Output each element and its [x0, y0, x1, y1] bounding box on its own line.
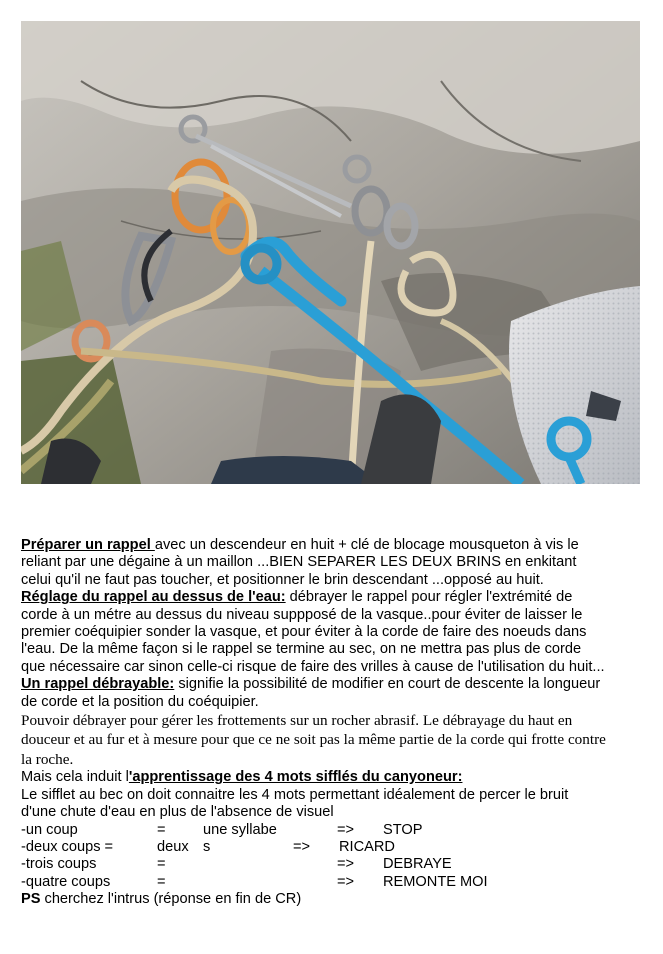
text-line: l'eau. De la même façon si le rappel se termine au sec, on ne mettra pas plus de corde [21, 641, 582, 658]
text-line: Le sifflet au bec on doit connaitre les 4 mots permettant idéalement de percer le bruit [21, 786, 569, 803]
article-body [21, 537, 646, 908]
signal-arrow: => [293, 838, 311, 855]
section-prepare-rappel [21, 537, 646, 554]
signal-equals: deux [157, 838, 189, 855]
text-line: débrayer le rappel pour régler l'extrémité de [285, 589, 573, 606]
section-mots-siffles [21, 769, 646, 786]
text-line: la roche. [21, 750, 74, 768]
ps-text: cherchez l'intrus (réponse en fin de CR) [40, 891, 302, 908]
text-line: premier coéquipier sonder la vasque, et pour éviter à la corde de faire des noeuds dans [21, 624, 587, 641]
section-debrayable [21, 676, 646, 693]
heading-reglage: Réglage du rappel au dessus de l'eau: [21, 589, 286, 606]
signal-word: DEBRAYE [383, 856, 452, 873]
text-line: de corde et la position du coéquipier. [21, 693, 259, 710]
signal-equals: = [157, 821, 166, 838]
signal-detail: une syllabe [203, 821, 277, 838]
photo-illustration [21, 21, 640, 484]
heading-debrayable: Un rappel débrayable: [21, 676, 175, 693]
text-line: d'une chute d'eau en plus de l'absence de visuel [21, 804, 334, 821]
text-line: que nécessaire car sinon celle-ci risque de faire des vrilles à cause de l'utilisation du huit... [21, 658, 605, 675]
signal-row [21, 856, 646, 873]
text-line: signifie la possibilité de modifier en court de descente la longueur [174, 676, 601, 693]
signal-count: -trois coups [21, 856, 97, 873]
heading-prepare-rappel: Préparer un rappel [21, 537, 155, 553]
text-line: reliant par une dégaine à un maillon ...BIEN SEPARER LES DEUX BRINS en enkitant [21, 554, 577, 571]
signal-equals: = [157, 873, 166, 890]
signal-arrow: => [337, 856, 355, 873]
signal-detail: s [203, 838, 211, 855]
signal-equals: = [157, 856, 166, 873]
text-line: avec un descendeur en huit + clé de blocage mousqueton à vis le [154, 537, 579, 553]
text-line: corde à un métre au dessus du niveau suppposé de la vasque..pour éviter de laisser le [21, 606, 583, 623]
text-line: celui qu'il ne faut pas toucher, et positionner le brin descendant ...opposé au huit. [21, 571, 544, 588]
ps-label: PS [21, 891, 41, 908]
signal-row [21, 874, 646, 891]
signal-word: RICARD [339, 838, 395, 855]
text-line: Pouvoir débrayer pour gérer les frottements sur un rocher abrasif. Le débrayage du haut en [21, 712, 573, 730]
signal-word: REMONTE MOI [383, 873, 488, 890]
signal-row [21, 839, 646, 856]
signal-count: -quatre coups [21, 873, 111, 890]
signal-count: -deux coups = [21, 838, 114, 855]
signal-count: -un coup [21, 821, 78, 838]
signal-arrow: => [337, 821, 355, 838]
section-reglage [21, 589, 646, 606]
ps-line [21, 891, 646, 908]
text-line: douceur et au fur et à mesure pour que ce ne soit pas la même partie de la corde qui frotte contre [21, 731, 606, 749]
signal-row [21, 822, 646, 839]
text-line: Mais cela induit l [21, 769, 129, 786]
heading-mots-siffles: 'apprentissage des 4 mots sifflés du canyoneur: [128, 769, 463, 786]
signal-word: STOP [383, 821, 423, 838]
signal-arrow: => [337, 873, 355, 890]
abseil-rig-photo [21, 21, 640, 484]
